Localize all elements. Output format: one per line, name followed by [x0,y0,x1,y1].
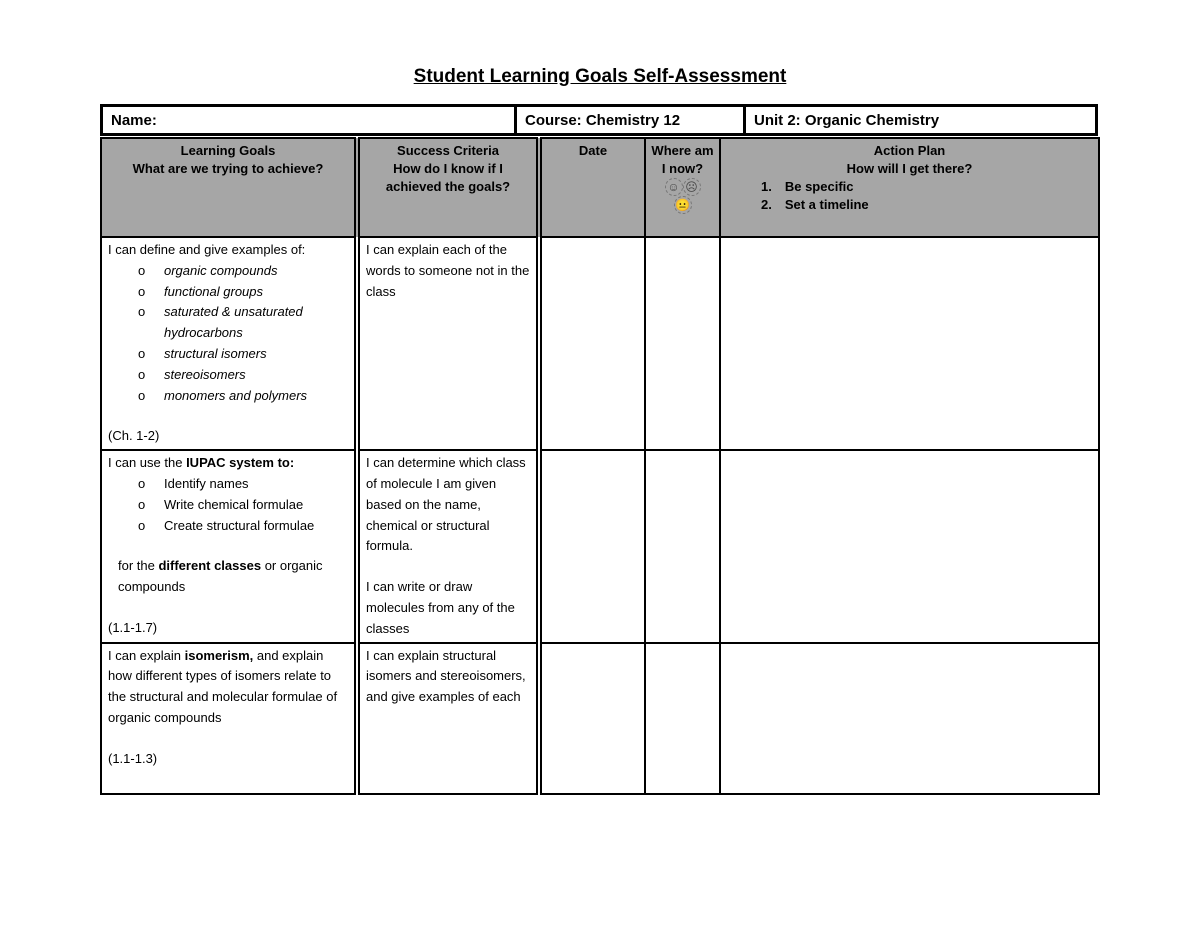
name-field[interactable]: Name: [103,107,517,133]
faces-group [661,178,705,214]
sad-face-icon: ☹ [683,178,701,196]
goal-intro: I can explain isomerism, and explain how different types of isomers relate to the structural and molecular formulae of organic compounds [108,647,338,725]
criteria-text: I can explain structural isomers and stereoisomers, and give examples of each [366,647,526,705]
goals-table [100,137,1100,795]
success-criteria-cell [357,450,539,642]
info-row [100,104,1098,136]
learning-goals-title: Learning Goals [180,143,276,158]
goal-item: o functional groups [138,282,348,303]
header-success-criteria [357,138,539,237]
success-criteria-subtitle: How do I know if I achieved the goals? [385,161,511,194]
happy-face-icon: ☺ [665,178,683,196]
page-title: Student Learning Goals Self-Assessment [413,66,787,87]
action-plan-cell[interactable] [720,643,1099,794]
goal-item: o Identify names [138,474,348,495]
action-plan-subtitle: How will I get there? [846,161,973,176]
where-title: Where am I now? [651,143,714,176]
header-where-am-i [645,138,720,237]
learning-goal-cell [101,643,357,794]
learning-goals-subtitle: What are we trying to achieve? [132,161,324,176]
learning-goal-cell [101,450,357,642]
table-row [101,237,1099,450]
goal-item: o organic compounds [138,261,348,282]
assessment-sheet [100,104,1098,795]
learning-goal-cell [101,237,357,450]
action-plan-list [761,178,1094,214]
goal-intro: I can define and give examples of: [108,242,306,257]
date-cell[interactable] [539,450,645,642]
where-cell[interactable] [645,643,720,794]
goal-item: o saturated & unsaturated hydrocarbons [138,302,348,344]
action-plan-item: 1. Be specific [761,179,854,194]
goal-item: o Create structural formulae [138,516,348,537]
success-criteria-title: Success Criteria [397,143,499,158]
action-plan-cell[interactable] [720,450,1099,642]
table-row [101,643,1099,794]
goal-item: o Write chemical formulae [138,495,348,516]
goal-list [108,474,348,536]
chapter-reference: (1.1-1.3) [108,750,158,766]
chapter-reference: (Ch. 1-2) [108,428,160,444]
where-cell[interactable] [645,450,720,642]
success-criteria-cell [357,643,539,794]
goal-item: o stereoisomers [138,365,348,386]
action-plan-item: 2. Set a timeline [761,197,869,212]
chapter-reference: (1.1-1.7) [108,619,158,635]
header-date [539,138,645,237]
goal-list [108,261,348,407]
goal-intro: I can use the IUPAC system to: [108,455,295,471]
action-plan-cell[interactable] [720,237,1099,450]
criteria-text: I can write or draw molecules from any of the classes [366,579,515,636]
table-header-row [101,138,1099,237]
date-cell[interactable] [539,237,645,450]
date-cell[interactable] [539,643,645,794]
date-title: Date [578,143,608,158]
success-criteria-cell [357,237,539,450]
action-plan-title: Action Plan [873,143,946,158]
header-learning-goals [101,138,357,237]
goal-tail: for the different classes or organic compounds [118,558,323,595]
table-row [101,450,1099,642]
where-cell[interactable] [645,237,720,450]
goal-item: o monomers and polymers [138,386,348,407]
criteria-text: I can explain each of the words to someone not in the class [366,242,530,299]
course-label: Course: Chemistry 12 [517,107,746,133]
goal-item: o structural isomers [138,344,348,365]
neutral-face-icon: 😐 [675,198,690,212]
header-action-plan [720,138,1099,237]
unit-label: Unit 2: Organic Chemistry [754,112,940,129]
criteria-text: I can determine which class of molecule I am given based on the name, chemical or structural formula. [366,455,526,554]
